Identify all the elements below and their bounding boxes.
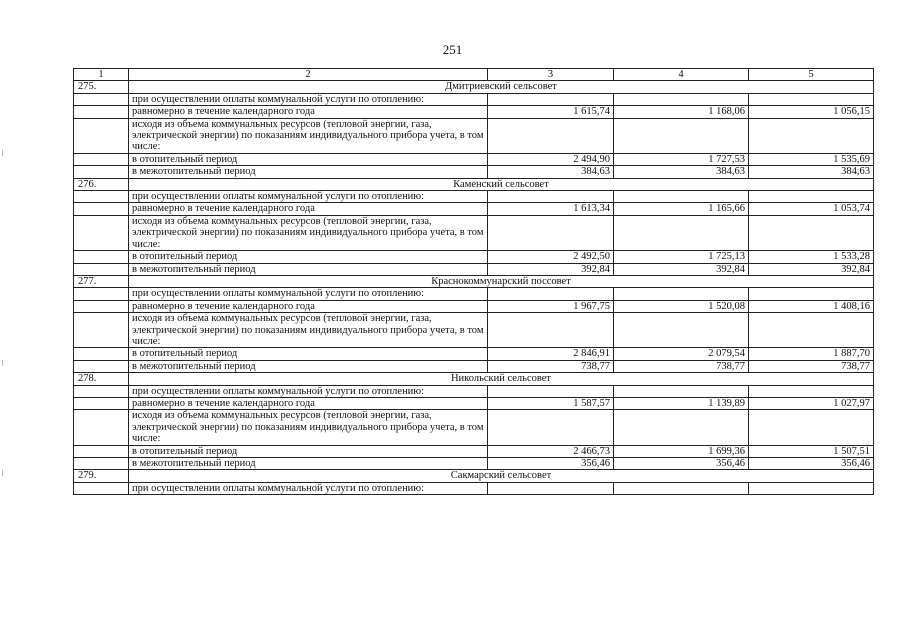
table-row — [74, 348, 874, 360]
value-col-3 — [488, 385, 614, 397]
value-col-4: 2 079,54 — [614, 348, 749, 360]
index-cell-empty — [74, 215, 129, 250]
value-col-5 — [749, 385, 874, 397]
table-row — [74, 410, 874, 445]
row-label: при осуществлении оплаты коммунальной услуги по отоплению: — [129, 93, 488, 105]
row-label: в межотопительный период — [129, 458, 488, 470]
page-number: 251 — [442, 42, 463, 57]
value-col-3: 2 466,73 — [488, 445, 614, 457]
section-index: 278. — [74, 373, 129, 385]
row-label: в отопительный период — [129, 445, 488, 457]
table-row — [74, 482, 874, 494]
section-index: 276. — [74, 178, 129, 190]
value-col-3 — [488, 118, 614, 153]
index-cell-empty — [74, 385, 129, 397]
value-col-4: 384,63 — [614, 166, 749, 178]
value-col-5 — [749, 215, 874, 250]
value-col-5 — [749, 313, 874, 348]
value-col-3: 384,63 — [488, 166, 614, 178]
value-col-4 — [614, 93, 749, 105]
index-cell-empty — [74, 360, 129, 372]
row-label: равномерно в течение календарного года — [129, 106, 488, 118]
table-row — [74, 385, 874, 397]
table-row — [74, 203, 874, 215]
value-col-4: 1 699,36 — [614, 445, 749, 457]
index-cell-empty — [74, 300, 129, 312]
section-index: 279. — [74, 470, 129, 482]
row-label: равномерно в течение календарного года — [129, 397, 488, 409]
value-col-4: 392,84 — [614, 263, 749, 275]
row-label: при осуществлении оплаты коммунальной услуги по отоплению: — [129, 288, 488, 300]
table-row — [74, 251, 874, 263]
section-row — [74, 373, 874, 385]
row-label: при осуществлении оплаты коммунальной услуги по отоплению: — [129, 482, 488, 494]
value-col-3 — [488, 313, 614, 348]
section-name: Каменский сельсовет — [129, 178, 874, 190]
value-col-5: 1 408,16 — [749, 300, 874, 312]
row-label: равномерно в течение календарного года — [129, 203, 488, 215]
value-col-3: 356,46 — [488, 458, 614, 470]
table-row — [74, 300, 874, 312]
value-col-4 — [614, 385, 749, 397]
table-row — [74, 445, 874, 457]
table-row — [74, 458, 874, 470]
value-col-3 — [488, 410, 614, 445]
value-col-4 — [614, 215, 749, 250]
index-cell-empty — [74, 251, 129, 263]
section-row — [74, 81, 874, 93]
row-label: исходя из объема коммунальных ресурсов (тепловой энергии, газа, электрической энергии) по показаниям индивидуального прибора учета, в том числе: — [129, 313, 488, 348]
table-row — [74, 288, 874, 300]
value-col-5: 1 053,74 — [749, 203, 874, 215]
value-col-5: 1 027,97 — [749, 397, 874, 409]
column-header: 4 — [614, 69, 749, 81]
table-row — [74, 191, 874, 203]
value-col-3 — [488, 191, 614, 203]
table-row — [74, 313, 874, 348]
value-col-4: 1 168,06 — [614, 106, 749, 118]
value-col-3: 738,77 — [488, 360, 614, 372]
value-col-5 — [749, 191, 874, 203]
value-col-5: 738,77 — [749, 360, 874, 372]
index-cell-empty — [74, 348, 129, 360]
row-label: равномерно в течение календарного года — [129, 300, 488, 312]
table-row — [74, 118, 874, 153]
section-name: Краснокоммунарский поссовет — [129, 275, 874, 287]
value-col-4: 356,46 — [614, 458, 749, 470]
table-row — [74, 93, 874, 105]
value-col-4 — [614, 482, 749, 494]
scan-edge-mark — [2, 470, 3, 476]
value-col-4: 1 727,53 — [614, 153, 749, 165]
index-cell-empty — [74, 313, 129, 348]
row-label: в отопительный период — [129, 348, 488, 360]
value-col-4: 1 520,08 — [614, 300, 749, 312]
index-cell-empty — [74, 263, 129, 275]
column-header: 5 — [749, 69, 874, 81]
section-name: Дмитриевский сельсовет — [129, 81, 874, 93]
table-row — [74, 166, 874, 178]
column-header: 2 — [129, 69, 488, 81]
value-col-4: 738,77 — [614, 360, 749, 372]
section-row — [74, 178, 874, 190]
value-col-3: 392,84 — [488, 263, 614, 275]
index-cell-empty — [74, 397, 129, 409]
index-cell-empty — [74, 445, 129, 457]
row-label: в отопительный период — [129, 153, 488, 165]
row-label: при осуществлении оплаты коммунальной услуги по отоплению: — [129, 385, 488, 397]
table-row — [74, 360, 874, 372]
index-cell-empty — [74, 153, 129, 165]
row-label: в межотопительный период — [129, 360, 488, 372]
value-col-5 — [749, 410, 874, 445]
value-col-4 — [614, 288, 749, 300]
table-row — [74, 263, 874, 275]
value-col-3 — [488, 215, 614, 250]
table-row — [74, 153, 874, 165]
section-index: 277. — [74, 275, 129, 287]
tariff-table — [73, 68, 874, 495]
index-cell-empty — [74, 118, 129, 153]
value-col-3: 1 613,34 — [488, 203, 614, 215]
index-cell-empty — [74, 191, 129, 203]
index-cell-empty — [74, 288, 129, 300]
section-index: 275. — [74, 81, 129, 93]
value-col-5: 356,46 — [749, 458, 874, 470]
index-cell-empty — [74, 93, 129, 105]
column-header: 1 — [74, 69, 129, 81]
index-cell-empty — [74, 410, 129, 445]
scan-edge-mark — [2, 360, 3, 366]
table-row — [74, 215, 874, 250]
value-col-3: 2 492,50 — [488, 251, 614, 263]
value-col-4 — [614, 191, 749, 203]
section-name: Никольский сельсовет — [129, 373, 874, 385]
section-row — [74, 470, 874, 482]
row-label: в межотопительный период — [129, 263, 488, 275]
row-label: в межотопительный период — [129, 166, 488, 178]
value-col-5: 1 507,51 — [749, 445, 874, 457]
value-col-5 — [749, 288, 874, 300]
index-cell-empty — [74, 106, 129, 118]
value-col-4 — [614, 118, 749, 153]
row-label: исходя из объема коммунальных ресурсов (тепловой энергии, газа, электрической энергии) по показаниям индивидуального прибора учета, в том числе: — [129, 410, 488, 445]
value-col-3 — [488, 93, 614, 105]
value-col-5 — [749, 118, 874, 153]
section-row — [74, 275, 874, 287]
row-label: при осуществлении оплаты коммунальной услуги по отоплению: — [129, 191, 488, 203]
value-col-5 — [749, 93, 874, 105]
value-col-4 — [614, 410, 749, 445]
table-row — [74, 106, 874, 118]
value-col-5: 1 056,15 — [749, 106, 874, 118]
row-label: исходя из объема коммунальных ресурсов (тепловой энергии, газа, электрической энергии) по показаниям индивидуального прибора учета, в том числе: — [129, 215, 488, 250]
value-col-4: 1 165,66 — [614, 203, 749, 215]
value-col-5: 1 887,70 — [749, 348, 874, 360]
value-col-3: 2 494,90 — [488, 153, 614, 165]
table-row — [74, 397, 874, 409]
value-col-5: 1 535,69 — [749, 153, 874, 165]
row-label: в отопительный период — [129, 251, 488, 263]
value-col-5: 392,84 — [749, 263, 874, 275]
value-col-5: 1 533,28 — [749, 251, 874, 263]
value-col-4 — [614, 313, 749, 348]
value-col-3 — [488, 288, 614, 300]
scan-edge-mark — [2, 150, 3, 156]
index-cell-empty — [74, 482, 129, 494]
value-col-3: 1 615,74 — [488, 106, 614, 118]
section-name: Сакмарский сельсовет — [129, 470, 874, 482]
index-cell-empty — [74, 203, 129, 215]
row-label: исходя из объема коммунальных ресурсов (тепловой энергии, газа, электрической энергии) по показаниям индивидуального прибора учета, в том числе: — [129, 118, 488, 153]
tariff-table-body — [74, 69, 874, 495]
index-cell-empty — [74, 458, 129, 470]
value-col-3 — [488, 482, 614, 494]
value-col-3: 1 587,57 — [488, 397, 614, 409]
value-col-5: 384,63 — [749, 166, 874, 178]
value-col-5 — [749, 482, 874, 494]
value-col-3: 2 846,91 — [488, 348, 614, 360]
column-header: 3 — [488, 69, 614, 81]
index-cell-empty — [74, 166, 129, 178]
value-col-4: 1 139,89 — [614, 397, 749, 409]
value-col-4: 1 725,13 — [614, 251, 749, 263]
column-header-row — [74, 69, 874, 81]
value-col-3: 1 967,75 — [488, 300, 614, 312]
